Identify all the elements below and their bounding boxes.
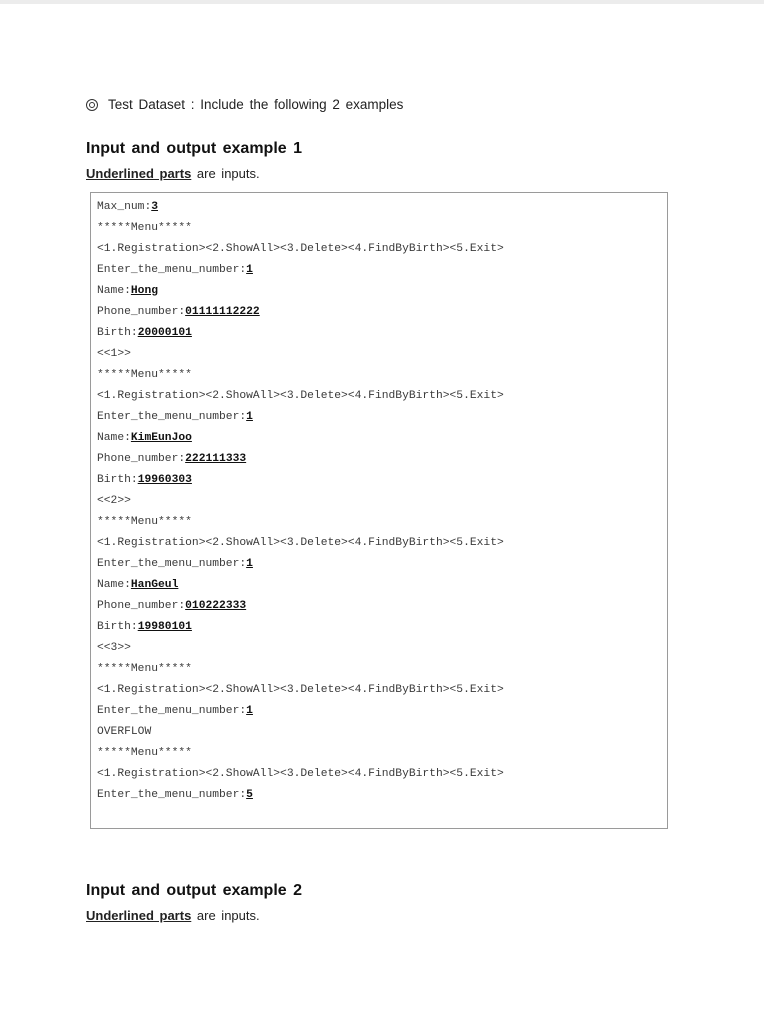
console-prompt: <1.Registration><2.ShowAll><3.Delete><4.FindByBirth><5.Exit> (97, 390, 504, 402)
console-user-input: 1 (246, 411, 253, 423)
console-user-input: 5 (246, 789, 253, 801)
console-prompt: OVERFLOW (97, 726, 152, 738)
console-user-input: 222111333 (185, 453, 247, 465)
console-prompt: Enter_the_menu_number: (97, 411, 247, 423)
console-prompt: <1.Registration><2.ShowAll><3.Delete><4.FindByBirth><5.Exit> (97, 243, 504, 255)
console-prompt: <1.Registration><2.ShowAll><3.Delete><4.FindByBirth><5.Exit> (97, 537, 504, 549)
top-divider (0, 0, 764, 4)
console-user-input: 1 (246, 558, 253, 570)
console-line (97, 407, 667, 428)
console-line (97, 323, 667, 344)
console-user-input: Hong (130, 285, 159, 297)
console-line (97, 281, 667, 302)
console-prompt: Phone_number: (97, 306, 186, 318)
example-1-title: Input and output example 1 (86, 140, 303, 157)
console-line (97, 554, 667, 575)
console-prompt: Enter_the_menu_number: (97, 558, 247, 570)
console-output-box (90, 192, 668, 829)
console-line (97, 428, 667, 449)
console-user-input: 1 (246, 705, 253, 717)
console-user-input: HanGeul (130, 579, 179, 591)
console-line (97, 638, 667, 659)
example-1-note (86, 166, 260, 181)
console-prompt: Enter_the_menu_number: (97, 705, 247, 717)
console-prompt: *****Menu***** (97, 222, 192, 234)
console-prompt: <1.Registration><2.ShowAll><3.Delete><4.FindByBirth><5.Exit> (97, 684, 504, 696)
console-line (97, 533, 667, 554)
console-prompt: Name: (97, 285, 131, 297)
console-user-input: 3 (151, 201, 159, 213)
console-line (97, 365, 667, 386)
note-rest: are inputs. (191, 908, 260, 923)
console-line (97, 596, 667, 617)
console-line (97, 260, 667, 281)
console-prompt: Name: (97, 432, 131, 444)
console-line (97, 701, 667, 722)
console-line (97, 386, 667, 407)
console-prompt: Name: (97, 579, 131, 591)
underlined-parts-label: Underlined parts (86, 166, 192, 181)
console-user-input: KimEunJoo (130, 432, 192, 444)
example-2-note (86, 908, 260, 923)
console-line (97, 512, 667, 533)
console-line (97, 197, 667, 218)
console-line (97, 470, 667, 491)
console-prompt: Birth: (97, 474, 138, 486)
console-line (97, 722, 667, 743)
console-line (97, 239, 667, 260)
console-prompt: Enter_the_menu_number: (97, 789, 247, 801)
console-prompt: Max_num: (97, 201, 152, 213)
console-line (97, 218, 667, 239)
console-line (97, 785, 667, 806)
console-line (97, 449, 667, 470)
console-prompt: Enter_the_menu_number: (97, 264, 247, 276)
console-user-input: 19960303 (137, 474, 192, 486)
console-prompt: <1.Registration><2.ShowAll><3.Delete><4.FindByBirth><5.Exit> (97, 768, 504, 780)
console-prompt: *****Menu***** (97, 663, 192, 675)
console-prompt: *****Menu***** (97, 369, 192, 381)
console-line (97, 680, 667, 701)
console-prompt: *****Menu***** (97, 516, 192, 528)
console-user-input: 01111112222 (185, 306, 260, 318)
intro-line (86, 97, 403, 112)
console-prompt: Birth: (97, 327, 138, 339)
console-user-input: 1 (246, 264, 253, 276)
console-line (97, 764, 667, 785)
console-prompt: Phone_number: (97, 600, 186, 612)
console-user-input: 20000101 (137, 327, 192, 339)
console-prompt: <<3>> (97, 642, 131, 654)
console-line (97, 302, 667, 323)
example-2-title: Input and output example 2 (86, 882, 303, 899)
console-line (97, 575, 667, 596)
console-line (97, 617, 667, 638)
console-line (97, 344, 667, 365)
console-prompt: <<1>> (97, 348, 131, 360)
intro-text: Test Dataset : Include the following 2 examples (108, 97, 404, 112)
console-line (97, 491, 667, 512)
console-prompt: <<2>> (97, 495, 131, 507)
console-prompt: *****Menu***** (97, 747, 192, 759)
note-rest: are inputs. (191, 166, 260, 181)
console-line (97, 659, 667, 680)
console-prompt: Birth: (97, 621, 138, 633)
console-user-input: 010222333 (185, 600, 247, 612)
underlined-parts-label: Underlined parts (86, 908, 192, 923)
console-prompt: Phone_number: (97, 453, 186, 465)
console-line (97, 743, 667, 764)
double-circle-icon (86, 99, 98, 111)
console-user-input: 19980101 (137, 621, 192, 633)
